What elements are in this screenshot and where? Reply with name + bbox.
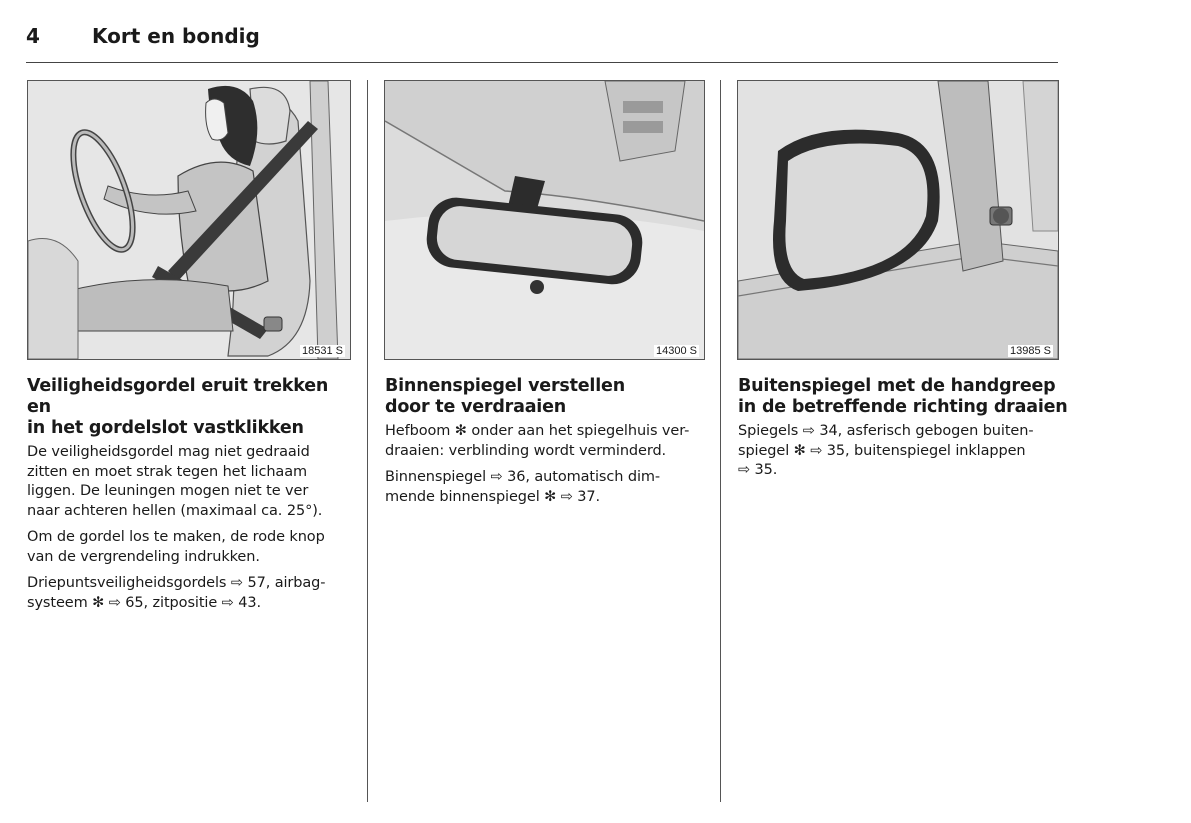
heading-line: Buitenspiegel met de handgreep: [738, 376, 1056, 396]
text-line: naar achteren hellen (maximaal ca. 25°).: [27, 502, 323, 519]
text-line: draaien: verblinding wordt verminderd.: [385, 442, 667, 459]
text-line: Spiegels ⇨ 34, asferisch gebogen buiten-: [738, 423, 1034, 439]
exterior-mirror-illustration: [737, 80, 1059, 360]
section-heading: [27, 376, 357, 439]
text-line: mende binnenspiegel ✻ ⇨ 37.: [385, 488, 601, 505]
seatbelt-drawing: [28, 81, 350, 359]
figure-code: 14300 S: [656, 345, 697, 357]
interior-mirror-drawing: [385, 81, 704, 359]
figure-code: 13985 S: [1010, 345, 1051, 357]
section-heading: [738, 376, 1068, 418]
text-line: zitten en moet strak tegen het lichaam: [27, 463, 308, 480]
paragraph: [27, 443, 357, 521]
text-line: Driepuntsveiligheidsgordels ⇨ 57, airbag-: [27, 575, 326, 591]
text-line: spiegel ✻ ⇨ 35, buitenspiegel inklappen: [738, 442, 1026, 459]
paragraph: [385, 422, 710, 461]
heading-line: Veiligheidsgordel eruit trekken en: [27, 376, 329, 417]
page-number: 4: [26, 24, 40, 48]
text-line: van de vergrendeling indrukken.: [27, 548, 260, 565]
text-line: Hefboom ✻ onder aan het spiegelhuis ver-: [385, 423, 690, 439]
heading-line: Binnenspiegel verstellen: [385, 376, 625, 396]
column-divider: [720, 80, 721, 802]
text-line: Om de gordel los te maken, de rode knop: [27, 529, 325, 545]
paragraph: [27, 574, 357, 613]
section-seatbelt: [27, 376, 357, 620]
exterior-mirror-drawing: [738, 81, 1058, 359]
paragraph: [738, 422, 1068, 481]
figure-code: 18531 S: [302, 345, 343, 357]
text-line: systeem ✻ ⇨ 65, zitpositie ⇨ 43.: [27, 594, 261, 611]
text-line: Binnenspiegel ⇨ 36, automatisch dim-: [385, 469, 661, 485]
section-exterior-mirror: [738, 376, 1068, 488]
paragraph: [27, 528, 357, 567]
header-rule: [26, 62, 1058, 63]
text-line: De veiligheidsgordel mag niet gedraaid: [27, 444, 310, 460]
section-heading: [385, 376, 710, 418]
text-line: liggen. De leuningen mogen niet te ver: [27, 483, 309, 499]
text-line: ⇨ 35.: [738, 462, 778, 478]
column-divider: [367, 80, 368, 802]
page-title: Kort en bondig: [92, 24, 260, 48]
paragraph: [385, 468, 710, 507]
interior-mirror-illustration: [384, 80, 705, 360]
section-interior-mirror: [385, 376, 710, 514]
heading-line: in de betreffende richting draaien: [738, 397, 1068, 417]
heading-line: in het gordelslot vastklikken: [27, 418, 304, 438]
seatbelt-illustration: [27, 80, 351, 360]
heading-line: door te verdraaien: [385, 397, 567, 417]
